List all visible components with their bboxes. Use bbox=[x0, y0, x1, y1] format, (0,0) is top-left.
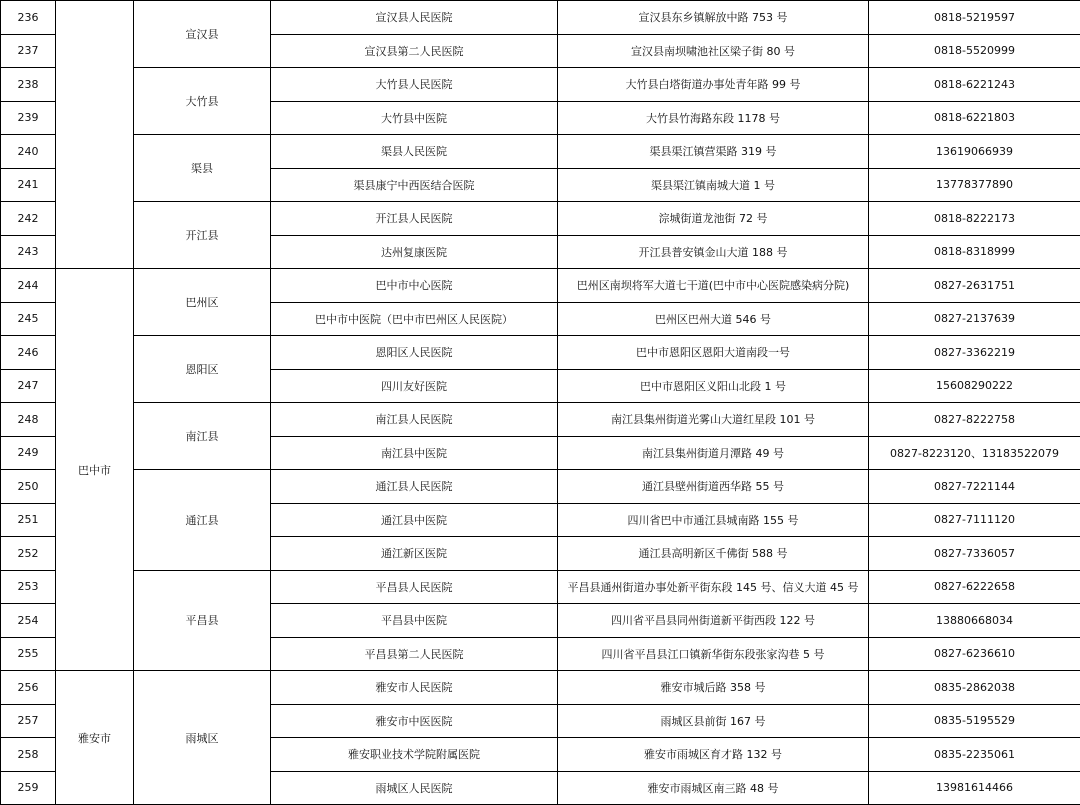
row-number: 244 bbox=[1, 269, 56, 303]
hospital-address: 宣汉县南坝啸池社区梁子街 80 号 bbox=[558, 34, 869, 68]
hospital-phone: 0827-2631751 bbox=[869, 269, 1080, 303]
hospital-address: 通江县壁州街道西华路 55 号 bbox=[558, 470, 869, 504]
hospital-address: 雅安市雨城区南三路 48 号 bbox=[558, 771, 869, 805]
hospital-name: 平昌县人民医院 bbox=[271, 570, 558, 604]
hospital-name: 雨城区人民医院 bbox=[271, 771, 558, 805]
hospital-address: 雅安市雨城区育才路 132 号 bbox=[558, 738, 869, 772]
row-number: 236 bbox=[1, 1, 56, 35]
hospital-phone: 13880668034 bbox=[869, 604, 1080, 638]
row-number: 246 bbox=[1, 336, 56, 370]
hospital-address: 渠县渠江镇营渠路 319 号 bbox=[558, 135, 869, 169]
county-cell: 恩阳区 bbox=[134, 336, 271, 403]
hospital-phone: 15608290222 bbox=[869, 369, 1080, 403]
hospital-address: 雅安市城后路 358 号 bbox=[558, 671, 869, 705]
hospital-name: 巴中市中心医院 bbox=[271, 269, 558, 303]
row-number: 250 bbox=[1, 470, 56, 504]
hospital-name: 宣汉县第二人民医院 bbox=[271, 34, 558, 68]
row-number: 237 bbox=[1, 34, 56, 68]
hospital-name: 雅安市人民医院 bbox=[271, 671, 558, 705]
hospital-name: 宣汉县人民医院 bbox=[271, 1, 558, 35]
hospital-name: 雅安市中医医院 bbox=[271, 704, 558, 738]
row-number: 256 bbox=[1, 671, 56, 705]
hospital-phone: 0827-3362219 bbox=[869, 336, 1080, 370]
hospital-name: 通江县人民医院 bbox=[271, 470, 558, 504]
hospital-phone: 0835-5195529 bbox=[869, 704, 1080, 738]
hospital-address: 巴中市恩阳区义阳山北段 1 号 bbox=[558, 369, 869, 403]
table-row bbox=[1, 403, 1080, 437]
row-number: 252 bbox=[1, 537, 56, 571]
hospital-name: 平昌县中医院 bbox=[271, 604, 558, 638]
table-row bbox=[1, 470, 1080, 504]
hospital-address: 四川省平昌县同州街道新平街西段 122 号 bbox=[558, 604, 869, 638]
hospital-address: 通江县高明新区千佛街 588 号 bbox=[558, 537, 869, 571]
row-number: 251 bbox=[1, 503, 56, 537]
hospital-phone: 13981614466 bbox=[869, 771, 1080, 805]
county-cell: 开江县 bbox=[134, 202, 271, 269]
city-cell bbox=[56, 1, 134, 269]
row-number: 239 bbox=[1, 101, 56, 135]
hospital-name: 渠县康宁中西医结合医院 bbox=[271, 168, 558, 202]
hospital-address: 巴中市恩阳区恩阳大道南段一号 bbox=[558, 336, 869, 370]
county-cell: 通江县 bbox=[134, 470, 271, 571]
county-cell: 雨城区 bbox=[134, 671, 271, 805]
row-number: 254 bbox=[1, 604, 56, 638]
row-number: 255 bbox=[1, 637, 56, 671]
table-row bbox=[1, 570, 1080, 604]
hospital-phone: 0818-5520999 bbox=[869, 34, 1080, 68]
hospital-phone: 0835-2235061 bbox=[869, 738, 1080, 772]
hospital-phone: 0818-6221803 bbox=[869, 101, 1080, 135]
row-number: 259 bbox=[1, 771, 56, 805]
table-row bbox=[1, 671, 1080, 705]
hospital-table-body bbox=[1, 1, 1080, 805]
row-number: 241 bbox=[1, 168, 56, 202]
row-number: 257 bbox=[1, 704, 56, 738]
row-number: 242 bbox=[1, 202, 56, 236]
hospital-phone: 0827-7111120 bbox=[869, 503, 1080, 537]
hospital-address: 四川省巴中市通江县城南路 155 号 bbox=[558, 503, 869, 537]
hospital-phone: 13619066939 bbox=[869, 135, 1080, 169]
hospital-name: 雅安职业技术学院附属医院 bbox=[271, 738, 558, 772]
hospital-address: 巴州区巴州大道 546 号 bbox=[558, 302, 869, 336]
table-row bbox=[1, 68, 1080, 102]
hospital-name: 平昌县第二人民医院 bbox=[271, 637, 558, 671]
hospital-address: 南江县集州街道月潭路 49 号 bbox=[558, 436, 869, 470]
hospital-phone: 0818-8318999 bbox=[869, 235, 1080, 269]
hospital-name: 恩阳区人民医院 bbox=[271, 336, 558, 370]
hospital-address: 开江县普安镇金山大道 188 号 bbox=[558, 235, 869, 269]
hospital-phone: 0818-8222173 bbox=[869, 202, 1080, 236]
row-number: 243 bbox=[1, 235, 56, 269]
county-cell: 渠县 bbox=[134, 135, 271, 202]
hospital-name: 通江新区医院 bbox=[271, 537, 558, 571]
hospital-name: 达州复康医院 bbox=[271, 235, 558, 269]
hospital-phone: 0827-6222658 bbox=[869, 570, 1080, 604]
hospital-address: 宣汉县东乡镇解放中路 753 号 bbox=[558, 1, 869, 35]
city-cell: 雅安市 bbox=[56, 671, 134, 805]
hospital-phone: 0827-8222758 bbox=[869, 403, 1080, 437]
hospital-address: 平昌县通州街道办事处新平街东段 145 号、信义大道 45 号 bbox=[558, 570, 869, 604]
table-row bbox=[1, 336, 1080, 370]
hospital-name: 大竹县人民医院 bbox=[271, 68, 558, 102]
hospital-name: 开江县人民医院 bbox=[271, 202, 558, 236]
hospital-phone: 0827-8223120、13183522079 bbox=[869, 436, 1080, 470]
row-number: 247 bbox=[1, 369, 56, 403]
hospital-phone: 0827-6236610 bbox=[869, 637, 1080, 671]
hospital-name: 南江县中医院 bbox=[271, 436, 558, 470]
hospital-address: 大竹县竹海路东段 1178 号 bbox=[558, 101, 869, 135]
hospital-phone: 0827-7336057 bbox=[869, 537, 1080, 571]
hospital-name: 大竹县中医院 bbox=[271, 101, 558, 135]
hospital-address: 渠县渠江镇南城大道 1 号 bbox=[558, 168, 869, 202]
hospital-address: 雨城区县前街 167 号 bbox=[558, 704, 869, 738]
hospital-address: 四川省平昌县江口镇新华街东段张家沟巷 5 号 bbox=[558, 637, 869, 671]
county-cell: 巴州区 bbox=[134, 269, 271, 336]
hospital-address: 淙城街道龙池街 72 号 bbox=[558, 202, 869, 236]
county-cell: 平昌县 bbox=[134, 570, 271, 671]
hospital-name: 巴中市中医院（巴中市巴州区人民医院） bbox=[271, 302, 558, 336]
hospital-phone: 0827-2137639 bbox=[869, 302, 1080, 336]
hospital-phone: 13778377890 bbox=[869, 168, 1080, 202]
table-row bbox=[1, 135, 1080, 169]
row-number: 238 bbox=[1, 68, 56, 102]
row-number: 249 bbox=[1, 436, 56, 470]
row-number: 240 bbox=[1, 135, 56, 169]
hospital-name: 南江县人民医院 bbox=[271, 403, 558, 437]
hospital-phone: 0835-2862038 bbox=[869, 671, 1080, 705]
hospital-name: 四川友好医院 bbox=[271, 369, 558, 403]
hospital-name: 渠县人民医院 bbox=[271, 135, 558, 169]
row-number: 248 bbox=[1, 403, 56, 437]
row-number: 253 bbox=[1, 570, 56, 604]
hospital-phone: 0818-6221243 bbox=[869, 68, 1080, 102]
table-row bbox=[1, 202, 1080, 236]
hospital-name: 通江县中医院 bbox=[271, 503, 558, 537]
city-cell: 巴中市 bbox=[56, 269, 134, 671]
hospital-address: 南江县集州街道光雾山大道红星段 101 号 bbox=[558, 403, 869, 437]
county-cell: 南江县 bbox=[134, 403, 271, 470]
county-cell: 宣汉县 bbox=[134, 1, 271, 68]
hospital-phone: 0818-5219597 bbox=[869, 1, 1080, 35]
table-row bbox=[1, 269, 1080, 303]
row-number: 245 bbox=[1, 302, 56, 336]
row-number: 258 bbox=[1, 738, 56, 772]
table-row bbox=[1, 1, 1080, 35]
hospital-address: 巴州区南坝将军大道七干道(巴中市中心医院感染病分院) bbox=[558, 269, 869, 303]
hospital-phone: 0827-7221144 bbox=[869, 470, 1080, 504]
hospital-address: 大竹县白塔街道办事处青年路 99 号 bbox=[558, 68, 869, 102]
county-cell: 大竹县 bbox=[134, 68, 271, 135]
